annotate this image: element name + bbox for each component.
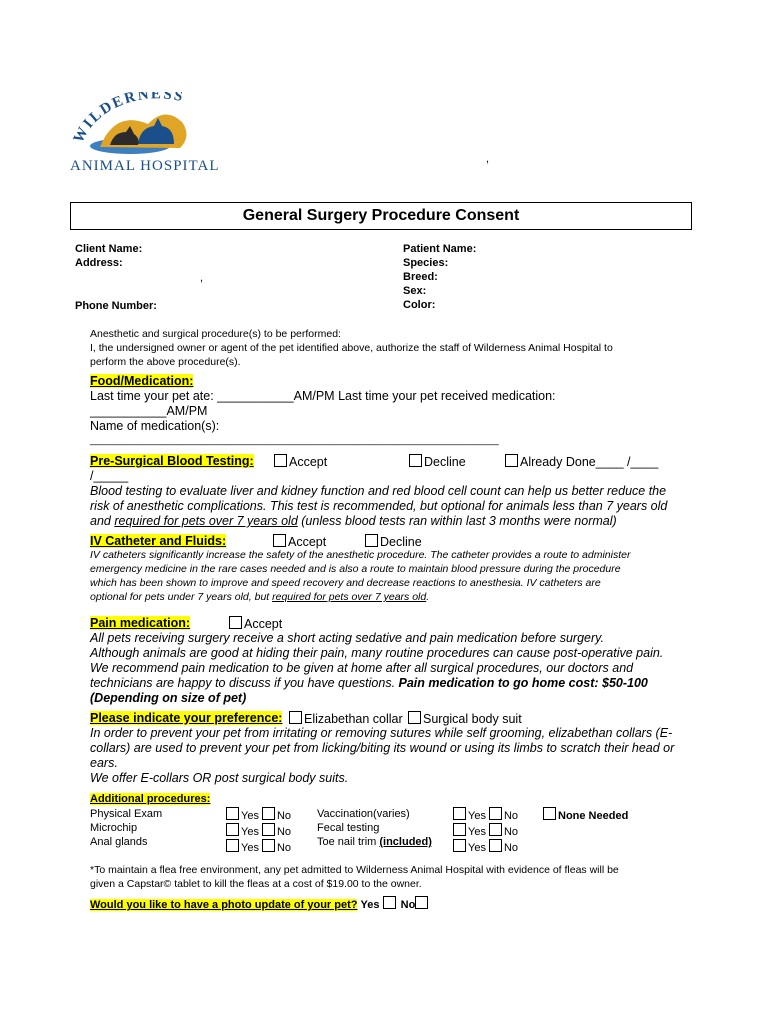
vaccination-yes-checkbox[interactable]: [453, 807, 466, 820]
client-name-label: Client Name:: [75, 243, 143, 255]
blood-already-checkbox[interactable]: [505, 454, 518, 467]
authorize-line: I, the undersigned owner or agent of the pet identified above, authorize the staff of Wilderness Animal Hospital to: [90, 342, 613, 354]
yes-label: Yes: [241, 842, 259, 854]
phone-label: Phone Number:: [75, 300, 157, 312]
logo-graphic: [70, 92, 240, 176]
last-ate-line[interactable]: Last time your pet ate: ___________AM/PM Last time your pet received medication:: [90, 389, 556, 403]
pain-heading: Pain medication:: [90, 616, 191, 630]
ecollar-option[interactable]: [289, 711, 403, 727]
iv-text-4b: .: [426, 591, 430, 603]
physical-exam-yes-checkbox[interactable]: [226, 807, 239, 820]
physical-exam-no-checkbox[interactable]: [262, 807, 275, 820]
sex-label: Sex:: [403, 285, 427, 297]
blood-date-line[interactable]: /_____: [90, 469, 129, 483]
toe-nail-included: (included): [379, 836, 432, 848]
addl-vaccination: Vaccination(varies): [317, 808, 410, 820]
anal-glands-yes-checkbox[interactable]: [226, 839, 239, 852]
species-label: Species:: [403, 257, 449, 269]
preference-text-2: collars) are used to prevent your pet from licking/biting its wound or using its limbs to scratch their head or: [90, 741, 675, 755]
logo-sub-text: ANIMAL HOSPITAL: [70, 158, 220, 174]
color-label: Color:: [403, 299, 436, 311]
pain-accept-checkbox[interactable]: [229, 616, 242, 629]
additional-heading: Additional procedures:: [90, 793, 211, 805]
pain-cost: Pain medication to go home cost: $50-100: [398, 676, 648, 690]
iv-text-1: IV catheters significantly increase the safety of the anesthetic procedure. The catheter provides a route to administer: [90, 549, 631, 561]
blood-accept-label: Accept: [289, 455, 328, 469]
iv-heading: IV Catheter and Fluids:: [90, 534, 227, 548]
preference-text-3: ears.: [90, 756, 118, 770]
authorize-line-2: perform the above procedure(s).: [90, 356, 241, 368]
no-label: No: [503, 826, 519, 838]
yes-label: Yes: [468, 810, 486, 822]
iv-decline-checkbox[interactable]: [365, 534, 378, 547]
preference-heading: Please indicate your preference:: [90, 711, 283, 725]
ecollar-checkbox[interactable]: [289, 711, 302, 724]
hospital-logo: [70, 92, 240, 176]
blood-already-label: Already Done____ /____: [520, 455, 659, 469]
yes-label: Yes: [468, 826, 486, 838]
pain-accept-option[interactable]: [229, 616, 282, 632]
fecal-no-checkbox[interactable]: [489, 823, 502, 836]
vaccination-choice[interactable]: [453, 807, 518, 823]
no-label: No: [503, 810, 519, 822]
bodysuit-checkbox[interactable]: [408, 711, 421, 724]
flea-note-1: *To maintain a flea free environment, any pet admitted to Wilderness Animal Hospital with evidence of fleas will be: [90, 864, 619, 876]
none-needed-option[interactable]: [543, 807, 628, 823]
no-label: No: [276, 842, 292, 854]
medication-names-label: Name of medication(s):: [90, 419, 220, 433]
pain-size-note: (Depending on size of pet): [90, 691, 247, 705]
photo-question: Would you like to have a photo update of your pet?: [90, 899, 358, 911]
iv-text-4a: optional for pets under 7 years old, but: [90, 591, 273, 603]
blood-decline-option[interactable]: [409, 454, 466, 470]
photo-no-label: No: [400, 899, 416, 911]
fecal-yes-checkbox[interactable]: [453, 823, 466, 836]
microchip-no-checkbox[interactable]: [262, 823, 275, 836]
no-label: No: [276, 810, 292, 822]
addl-microchip: Microchip: [90, 822, 138, 834]
blood-text-3u: required for pets over 7 years old: [114, 514, 298, 528]
blood-accept-checkbox[interactable]: [274, 454, 287, 467]
pain-accept-label: Accept: [244, 617, 283, 631]
blood-heading: Pre-Surgical Blood Testing:: [90, 454, 254, 468]
photo-yes-label: Yes: [360, 899, 380, 911]
bodysuit-label: Surgical body suit: [423, 712, 522, 726]
procedures-line: Anesthetic and surgical procedure(s) to be performed:: [90, 328, 341, 340]
blood-decline-checkbox[interactable]: [409, 454, 422, 467]
pain-text-4a: technicians are happy to discuss if you have questions.: [90, 676, 399, 690]
addl-toe-nail-trim: Toe nail trim: [317, 836, 380, 848]
none-needed-label: None Needed: [558, 810, 629, 822]
blood-already-option[interactable]: [505, 454, 658, 470]
pain-text-3: We recommend pain medication to be given at home after all surgical procedures, our doctors and: [90, 661, 634, 675]
blood-text-3a: and: [90, 514, 115, 528]
preference-text-1: In order to prevent your pet from irritating or removing sutures while self grooming, elizabethan collars (E-: [90, 726, 673, 740]
none-needed-checkbox[interactable]: [543, 807, 556, 820]
no-label: No: [503, 842, 519, 854]
last-med-time[interactable]: ___________AM/PM: [90, 404, 208, 418]
microchip-choice[interactable]: [226, 823, 291, 839]
yes-label: Yes: [241, 826, 259, 838]
microchip-yes-checkbox[interactable]: [226, 823, 239, 836]
toe-nail-yes-checkbox[interactable]: [453, 839, 466, 852]
food-heading: Food/Medication:: [90, 374, 194, 388]
addl-physical-exam: Physical Exam: [90, 808, 163, 820]
preference-text-4: We offer E-collars OR post surgical body suits.: [90, 771, 349, 785]
yes-label: Yes: [241, 810, 259, 822]
flea-note-2: given a Capstar© tablet to kill the fleas at a cost of $19.00 to the owner.: [90, 878, 422, 890]
title-box: [70, 202, 692, 230]
blood-accept-option[interactable]: [274, 454, 327, 470]
pain-text-1: All pets receiving surgery receive a short acting sedative and pain medication before surgery.: [90, 631, 604, 645]
pain-text-2: Although animals are good at hiding their pain, many routine procedures can cause post-operative pain.: [90, 646, 664, 660]
fecal-choice[interactable]: [453, 823, 518, 839]
photo-yes-checkbox[interactable]: [383, 896, 396, 909]
address-label: Address:: [75, 257, 123, 269]
yes-label: Yes: [468, 842, 486, 854]
no-label: No: [276, 826, 292, 838]
anal-glands-choice[interactable]: [226, 839, 291, 855]
blood-decline-label: Decline: [424, 455, 466, 469]
iv-decline-label: Decline: [380, 535, 422, 549]
iv-accept-checkbox[interactable]: [273, 534, 286, 547]
photo-no-checkbox[interactable]: [415, 896, 428, 909]
iv-text-2: emergency medicine in the rare cases needed and is also a route to maintain blood pressure during the procedure: [90, 563, 621, 575]
iv-text-4u: required for pets over 7 years old: [272, 591, 427, 603]
patient-name-label: Patient Name:: [403, 243, 477, 255]
ecollar-label: Elizabethan collar: [304, 712, 403, 726]
logo-arc-text: WILDERNESS: [70, 92, 186, 146]
page-title: General Surgery Procedure Consent: [242, 207, 520, 224]
blood-text-1: Blood testing to evaluate liver and kidney function and red blood cell count can help us better reduce the: [90, 484, 667, 498]
vaccination-no-checkbox[interactable]: [489, 807, 502, 820]
stray-comma: ,: [486, 153, 490, 165]
blood-text-3b: (unless blood tests ran within last 3 months were normal): [297, 514, 617, 528]
physical-exam-choice[interactable]: [226, 807, 291, 823]
addl-fecal-testing: Fecal testing: [317, 822, 380, 834]
address-comma: ,: [200, 272, 204, 284]
anal-glands-no-checkbox[interactable]: [262, 839, 275, 852]
bodysuit-option[interactable]: [408, 711, 522, 727]
medication-names-line[interactable]: ______________________________________________________________________: [90, 434, 499, 446]
toe-nail-no-checkbox[interactable]: [489, 839, 502, 852]
addl-anal-glands: Anal glands: [90, 836, 148, 848]
blood-text-2: risk of anesthetic complications. This test is recommended, but optional for animals less than 7 years old: [90, 499, 668, 513]
iv-text-3: which has been shown to improve and speed recovery and decrease reactions to anesthesia. IV catheters are: [90, 577, 601, 589]
iv-accept-label: Accept: [288, 535, 327, 549]
toe-nail-choice[interactable]: [453, 839, 518, 855]
breed-label: Breed:: [403, 271, 438, 283]
